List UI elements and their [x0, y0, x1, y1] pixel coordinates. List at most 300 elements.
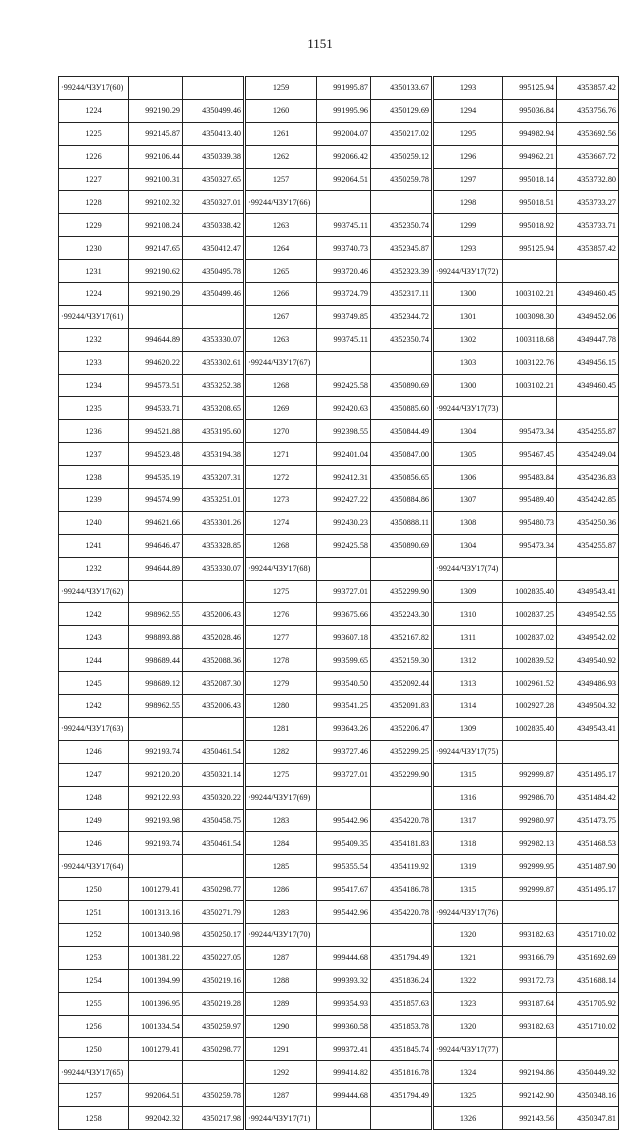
x-coordinate-cell: 995409.35	[317, 832, 371, 855]
y-coordinate-cell: 4350271.79	[183, 901, 245, 924]
x-coordinate-cell: 993727.01	[317, 580, 371, 603]
x-coordinate-cell: 992106.44	[129, 145, 183, 168]
point-number-cell: 1272	[245, 466, 317, 489]
y-coordinate-cell: 4351845.74	[371, 1038, 433, 1061]
point-number-cell: 1263	[245, 214, 317, 237]
x-coordinate-cell: 991995.96	[317, 99, 371, 122]
y-coordinate-cell: 4351484.42	[557, 786, 619, 809]
point-number-cell: 1309	[433, 580, 503, 603]
section-header-cell: ·99244/ЧЗУ17(73)	[433, 397, 503, 420]
x-coordinate-cell: 992108.24	[129, 214, 183, 237]
y-coordinate-cell: 4354186.78	[371, 878, 433, 901]
section-header-cell: ·99244/ЧЗУ17(67)	[245, 351, 317, 374]
y-coordinate-cell: 4353857.42	[557, 77, 619, 100]
x-coordinate-cell: 995018.92	[503, 214, 557, 237]
point-number-cell: 1317	[433, 809, 503, 832]
table-row	[59, 763, 619, 786]
x-coordinate-cell: 1003122.76	[503, 351, 557, 374]
x-coordinate-cell	[129, 1061, 183, 1084]
point-number-cell: 1325	[433, 1084, 503, 1107]
y-coordinate-cell: 4349447.78	[557, 328, 619, 351]
x-coordinate-cell: 998689.12	[129, 672, 183, 695]
y-coordinate-cell: 4353330.07	[183, 557, 245, 580]
y-coordinate-cell: 4350227.05	[183, 946, 245, 969]
point-number-cell: 1234	[59, 374, 129, 397]
point-number-cell: 1290	[245, 1015, 317, 1038]
y-coordinate-cell: 4350499.46	[183, 283, 245, 306]
section-header-cell: ·99244/ЧЗУ17(69)	[245, 786, 317, 809]
point-number-cell: 1294	[433, 99, 503, 122]
y-coordinate-cell: 4352350.74	[371, 328, 433, 351]
point-number-cell: 1254	[59, 969, 129, 992]
point-number-cell: 1323	[433, 992, 503, 1015]
x-coordinate-cell: 1002927.28	[503, 695, 557, 718]
y-coordinate-cell: 4351794.49	[371, 1084, 433, 1107]
y-coordinate-cell: 4352028.46	[183, 626, 245, 649]
y-coordinate-cell: 4353667.72	[557, 145, 619, 168]
section-header-cell: ·99244/ЧЗУ17(61)	[59, 305, 129, 328]
point-number-cell: 1299	[433, 214, 503, 237]
y-coordinate-cell: 4351468.53	[557, 832, 619, 855]
y-coordinate-cell	[371, 786, 433, 809]
y-coordinate-cell: 4352088.36	[183, 649, 245, 672]
x-coordinate-cell: 994535.19	[129, 466, 183, 489]
x-coordinate-cell	[129, 855, 183, 878]
table-row	[59, 878, 619, 901]
point-number-cell: 1287	[245, 946, 317, 969]
table-row	[59, 1061, 619, 1084]
y-coordinate-cell: 4353857.42	[557, 237, 619, 260]
y-coordinate-cell: 4354220.78	[371, 901, 433, 924]
point-number-cell: 1263	[245, 328, 317, 351]
point-number-cell: 1284	[245, 832, 317, 855]
y-coordinate-cell	[557, 901, 619, 924]
y-coordinate-cell: 4353732.80	[557, 168, 619, 191]
coordinates-table	[58, 76, 619, 1130]
y-coordinate-cell: 4351853.78	[371, 1015, 433, 1038]
point-number-cell: 1280	[245, 695, 317, 718]
point-number-cell: 1230	[59, 237, 129, 260]
y-coordinate-cell: 4350890.69	[371, 374, 433, 397]
x-coordinate-cell	[503, 740, 557, 763]
point-number-cell: 1271	[245, 443, 317, 466]
point-number-cell: 1298	[433, 191, 503, 214]
point-number-cell: 1320	[433, 1015, 503, 1038]
x-coordinate-cell: 992398.55	[317, 420, 371, 443]
y-coordinate-cell: 4350461.54	[183, 832, 245, 855]
point-number-cell: 1304	[433, 534, 503, 557]
y-coordinate-cell	[557, 740, 619, 763]
x-coordinate-cell: 994573.51	[129, 374, 183, 397]
y-coordinate-cell: 4349456.15	[557, 351, 619, 374]
point-number-cell: 1246	[59, 832, 129, 855]
x-coordinate-cell: 995036.84	[503, 99, 557, 122]
x-coordinate-cell: 992425.58	[317, 534, 371, 557]
y-coordinate-cell: 4350133.67	[371, 77, 433, 100]
point-number-cell: 1274	[245, 511, 317, 534]
point-number-cell: 1296	[433, 145, 503, 168]
point-number-cell: 1307	[433, 489, 503, 512]
y-coordinate-cell: 4350347.81	[557, 1107, 619, 1130]
point-number-cell: 1228	[59, 191, 129, 214]
y-coordinate-cell: 4351710.02	[557, 1015, 619, 1038]
table-row	[59, 1107, 619, 1130]
y-coordinate-cell: 4353194.38	[183, 443, 245, 466]
y-coordinate-cell: 4352087.30	[183, 672, 245, 695]
x-coordinate-cell	[317, 923, 371, 946]
x-coordinate-cell	[129, 77, 183, 100]
y-coordinate-cell: 4349542.55	[557, 603, 619, 626]
point-number-cell: 1320	[433, 923, 503, 946]
point-number-cell: 1295	[433, 122, 503, 145]
point-number-cell: 1237	[59, 443, 129, 466]
point-number-cell: 1249	[59, 809, 129, 832]
y-coordinate-cell: 4353252.38	[183, 374, 245, 397]
section-header-cell: ·99244/ЧЗУ17(64)	[59, 855, 129, 878]
point-number-cell: 1238	[59, 466, 129, 489]
point-number-cell: 1229	[59, 214, 129, 237]
point-number-cell: 1261	[245, 122, 317, 145]
y-coordinate-cell	[183, 305, 245, 328]
x-coordinate-cell: 993745.11	[317, 328, 371, 351]
point-number-cell: 1245	[59, 672, 129, 695]
x-coordinate-cell: 992193.74	[129, 832, 183, 855]
x-coordinate-cell: 992986.70	[503, 786, 557, 809]
point-number-cell: 1256	[59, 1015, 129, 1038]
y-coordinate-cell: 4352243.30	[371, 603, 433, 626]
x-coordinate-cell: 999444.68	[317, 1084, 371, 1107]
coordinates-table-container	[58, 76, 618, 1130]
coordinates-table-body	[59, 77, 619, 1130]
point-number-cell: 1292	[245, 1061, 317, 1084]
point-number-cell: 1289	[245, 992, 317, 1015]
section-header-cell: ·99244/ЧЗУ17(72)	[433, 260, 503, 283]
y-coordinate-cell: 4349542.02	[557, 626, 619, 649]
table-row	[59, 489, 619, 512]
x-coordinate-cell: 1001381.22	[129, 946, 183, 969]
y-coordinate-cell: 4350259.12	[371, 145, 433, 168]
table-row	[59, 374, 619, 397]
x-coordinate-cell: 992420.63	[317, 397, 371, 420]
x-coordinate-cell: 999372.41	[317, 1038, 371, 1061]
point-number-cell: 1260	[245, 99, 317, 122]
y-coordinate-cell: 4350250.17	[183, 923, 245, 946]
x-coordinate-cell: 994523.48	[129, 443, 183, 466]
section-header-cell: ·99244/ЧЗУ17(75)	[433, 740, 503, 763]
table-row	[59, 992, 619, 1015]
y-coordinate-cell: 4350219.28	[183, 992, 245, 1015]
point-number-cell: 1264	[245, 237, 317, 260]
x-coordinate-cell: 1001334.54	[129, 1015, 183, 1038]
y-coordinate-cell: 4350298.77	[183, 878, 245, 901]
x-coordinate-cell: 995125.94	[503, 237, 557, 260]
point-number-cell: 1279	[245, 672, 317, 695]
x-coordinate-cell: 993166.79	[503, 946, 557, 969]
y-coordinate-cell: 4351495.17	[557, 878, 619, 901]
y-coordinate-cell: 4352344.72	[371, 305, 433, 328]
point-number-cell: 1246	[59, 740, 129, 763]
y-coordinate-cell	[557, 557, 619, 580]
y-coordinate-cell: 4352006.43	[183, 695, 245, 718]
y-coordinate-cell: 4350338.42	[183, 214, 245, 237]
y-coordinate-cell: 4353251.01	[183, 489, 245, 512]
x-coordinate-cell: 1001396.95	[129, 992, 183, 1015]
y-coordinate-cell: 4349540.92	[557, 649, 619, 672]
x-coordinate-cell: 998962.55	[129, 603, 183, 626]
x-coordinate-cell: 992122.93	[129, 786, 183, 809]
table-row	[59, 214, 619, 237]
point-number-cell: 1309	[433, 717, 503, 740]
table-row	[59, 145, 619, 168]
table-row	[59, 466, 619, 489]
point-number-cell: 1300	[433, 374, 503, 397]
y-coordinate-cell: 4354181.83	[371, 832, 433, 855]
point-number-cell: 1257	[245, 168, 317, 191]
y-coordinate-cell: 4350461.54	[183, 740, 245, 763]
y-coordinate-cell: 4354255.87	[557, 420, 619, 443]
x-coordinate-cell: 992412.31	[317, 466, 371, 489]
section-header-cell: ·99244/ЧЗУ17(68)	[245, 557, 317, 580]
y-coordinate-cell: 4350884.86	[371, 489, 433, 512]
table-row	[59, 786, 619, 809]
x-coordinate-cell: 992145.87	[129, 122, 183, 145]
x-coordinate-cell: 992064.51	[129, 1084, 183, 1107]
x-coordinate-cell: 992193.74	[129, 740, 183, 763]
x-coordinate-cell: 993643.26	[317, 717, 371, 740]
x-coordinate-cell: 1003118.68	[503, 328, 557, 351]
x-coordinate-cell: 1003102.21	[503, 283, 557, 306]
point-number-cell: 1293	[433, 77, 503, 100]
section-header-cell: ·99244/ЧЗУ17(66)	[245, 191, 317, 214]
y-coordinate-cell: 4352159.30	[371, 649, 433, 672]
point-number-cell: 1291	[245, 1038, 317, 1061]
x-coordinate-cell	[503, 1038, 557, 1061]
x-coordinate-cell: 994574.99	[129, 489, 183, 512]
point-number-cell: 1275	[245, 763, 317, 786]
x-coordinate-cell: 991995.87	[317, 77, 371, 100]
x-coordinate-cell: 999360.58	[317, 1015, 371, 1038]
point-number-cell: 1267	[245, 305, 317, 328]
x-coordinate-cell: 995489.40	[503, 489, 557, 512]
x-coordinate-cell: 992100.31	[129, 168, 183, 191]
y-coordinate-cell: 4350885.60	[371, 397, 433, 420]
y-coordinate-cell: 4351487.90	[557, 855, 619, 878]
y-coordinate-cell: 4350320.22	[183, 786, 245, 809]
point-number-cell: 1227	[59, 168, 129, 191]
x-coordinate-cell: 993541.25	[317, 695, 371, 718]
point-number-cell: 1286	[245, 878, 317, 901]
x-coordinate-cell: 992004.07	[317, 122, 371, 145]
point-number-cell: 1226	[59, 145, 129, 168]
point-number-cell: 1313	[433, 672, 503, 695]
x-coordinate-cell	[129, 305, 183, 328]
x-coordinate-cell: 992194.86	[503, 1061, 557, 1084]
point-number-cell: 1244	[59, 649, 129, 672]
y-coordinate-cell: 4350844.49	[371, 420, 433, 443]
table-row	[59, 1038, 619, 1061]
y-coordinate-cell: 4349486.93	[557, 672, 619, 695]
point-number-cell: 1224	[59, 283, 129, 306]
y-coordinate-cell: 4350298.77	[183, 1038, 245, 1061]
y-coordinate-cell: 4350458.75	[183, 809, 245, 832]
point-number-cell: 1305	[433, 443, 503, 466]
point-number-cell: 1304	[433, 420, 503, 443]
point-number-cell: 1258	[59, 1107, 129, 1130]
x-coordinate-cell: 995125.94	[503, 77, 557, 100]
x-coordinate-cell: 993172.73	[503, 969, 557, 992]
point-number-cell: 1321	[433, 946, 503, 969]
x-coordinate-cell: 1001313.16	[129, 901, 183, 924]
y-coordinate-cell: 4350890.69	[371, 534, 433, 557]
y-coordinate-cell: 4352323.39	[371, 260, 433, 283]
x-coordinate-cell: 993182.63	[503, 1015, 557, 1038]
x-coordinate-cell: 992401.04	[317, 443, 371, 466]
x-coordinate-cell	[503, 557, 557, 580]
point-number-cell: 1269	[245, 397, 317, 420]
table-row	[59, 1084, 619, 1107]
point-number-cell: 1315	[433, 878, 503, 901]
point-number-cell: 1302	[433, 328, 503, 351]
x-coordinate-cell: 992980.97	[503, 809, 557, 832]
y-coordinate-cell: 4353756.76	[557, 99, 619, 122]
point-number-cell: 1239	[59, 489, 129, 512]
x-coordinate-cell: 995473.34	[503, 534, 557, 557]
y-coordinate-cell: 4350321.14	[183, 763, 245, 786]
point-number-cell: 1306	[433, 466, 503, 489]
x-coordinate-cell: 992042.32	[129, 1107, 183, 1130]
x-coordinate-cell: 993740.73	[317, 237, 371, 260]
point-number-cell: 1285	[245, 855, 317, 878]
point-number-cell: 1268	[245, 374, 317, 397]
x-coordinate-cell	[503, 397, 557, 420]
y-coordinate-cell: 4354242.85	[557, 489, 619, 512]
table-row	[59, 99, 619, 122]
x-coordinate-cell	[129, 717, 183, 740]
x-coordinate-cell: 1001394.99	[129, 969, 183, 992]
x-coordinate-cell: 993540.50	[317, 672, 371, 695]
y-coordinate-cell	[183, 580, 245, 603]
point-number-cell: 1265	[245, 260, 317, 283]
y-coordinate-cell: 4352317.11	[371, 283, 433, 306]
table-row	[59, 901, 619, 924]
table-row	[59, 809, 619, 832]
point-number-cell: 1268	[245, 534, 317, 557]
y-coordinate-cell	[371, 557, 433, 580]
y-coordinate-cell: 4349460.45	[557, 283, 619, 306]
x-coordinate-cell: 995442.96	[317, 809, 371, 832]
point-number-cell: 1235	[59, 397, 129, 420]
x-coordinate-cell: 995018.51	[503, 191, 557, 214]
y-coordinate-cell: 4351857.63	[371, 992, 433, 1015]
y-coordinate-cell	[371, 1107, 433, 1130]
point-number-cell: 1273	[245, 489, 317, 512]
point-number-cell: 1319	[433, 855, 503, 878]
table-row	[59, 283, 619, 306]
x-coordinate-cell: 993607.18	[317, 626, 371, 649]
y-coordinate-cell: 4351692.69	[557, 946, 619, 969]
y-coordinate-cell: 4350339.38	[183, 145, 245, 168]
x-coordinate-cell: 992142.90	[503, 1084, 557, 1107]
point-number-cell: 1248	[59, 786, 129, 809]
table-row	[59, 855, 619, 878]
table-row	[59, 1015, 619, 1038]
x-coordinate-cell: 994962.21	[503, 145, 557, 168]
y-coordinate-cell	[371, 923, 433, 946]
point-number-cell: 1270	[245, 420, 317, 443]
x-coordinate-cell: 992143.56	[503, 1107, 557, 1130]
y-coordinate-cell: 4354255.87	[557, 534, 619, 557]
section-header-cell: ·99244/ЧЗУ17(74)	[433, 557, 503, 580]
table-row	[59, 717, 619, 740]
y-coordinate-cell: 4352299.90	[371, 763, 433, 786]
y-coordinate-cell: 4349504.32	[557, 695, 619, 718]
y-coordinate-cell: 4350856.65	[371, 466, 433, 489]
section-header-cell: ·99244/ЧЗУ17(65)	[59, 1061, 129, 1084]
y-coordinate-cell: 4354249.04	[557, 443, 619, 466]
x-coordinate-cell: 992190.62	[129, 260, 183, 283]
x-coordinate-cell: 995473.34	[503, 420, 557, 443]
point-number-cell: 1314	[433, 695, 503, 718]
table-row	[59, 649, 619, 672]
x-coordinate-cell: 992066.42	[317, 145, 371, 168]
table-row	[59, 305, 619, 328]
x-coordinate-cell: 993727.01	[317, 763, 371, 786]
y-coordinate-cell	[557, 1038, 619, 1061]
y-coordinate-cell	[371, 191, 433, 214]
x-coordinate-cell: 995355.54	[317, 855, 371, 878]
x-coordinate-cell: 992982.13	[503, 832, 557, 855]
x-coordinate-cell: 992190.29	[129, 283, 183, 306]
table-row	[59, 740, 619, 763]
point-number-cell: 1262	[245, 145, 317, 168]
y-coordinate-cell	[183, 855, 245, 878]
y-coordinate-cell: 4354236.83	[557, 466, 619, 489]
y-coordinate-cell	[183, 1061, 245, 1084]
point-number-cell: 1283	[245, 809, 317, 832]
table-row	[59, 603, 619, 626]
x-coordinate-cell: 1002837.02	[503, 626, 557, 649]
point-number-cell: 1293	[433, 237, 503, 260]
x-coordinate-cell: 993724.79	[317, 283, 371, 306]
point-number-cell: 1326	[433, 1107, 503, 1130]
x-coordinate-cell: 992430.23	[317, 511, 371, 534]
table-row	[59, 580, 619, 603]
x-coordinate-cell: 1002835.40	[503, 717, 557, 740]
point-number-cell: 1312	[433, 649, 503, 672]
y-coordinate-cell: 4353733.27	[557, 191, 619, 214]
x-coordinate-cell: 995417.67	[317, 878, 371, 901]
x-coordinate-cell: 992147.65	[129, 237, 183, 260]
point-number-cell: 1276	[245, 603, 317, 626]
x-coordinate-cell: 1003102.21	[503, 374, 557, 397]
section-header-cell: ·99244/ЧЗУ17(76)	[433, 901, 503, 924]
point-number-cell: 1251	[59, 901, 129, 924]
x-coordinate-cell: 992425.58	[317, 374, 371, 397]
y-coordinate-cell: 4349460.45	[557, 374, 619, 397]
point-number-cell: 1281	[245, 717, 317, 740]
y-coordinate-cell: 4352345.87	[371, 237, 433, 260]
y-coordinate-cell: 4350413.40	[183, 122, 245, 145]
x-coordinate-cell: 1001279.41	[129, 1038, 183, 1061]
point-number-cell: 1297	[433, 168, 503, 191]
x-coordinate-cell: 994646.47	[129, 534, 183, 557]
x-coordinate-cell: 999393.32	[317, 969, 371, 992]
point-number-cell: 1250	[59, 1038, 129, 1061]
point-number-cell: 1247	[59, 763, 129, 786]
y-coordinate-cell: 4350449.32	[557, 1061, 619, 1084]
point-number-cell: 1288	[245, 969, 317, 992]
y-coordinate-cell: 4352206.47	[371, 717, 433, 740]
